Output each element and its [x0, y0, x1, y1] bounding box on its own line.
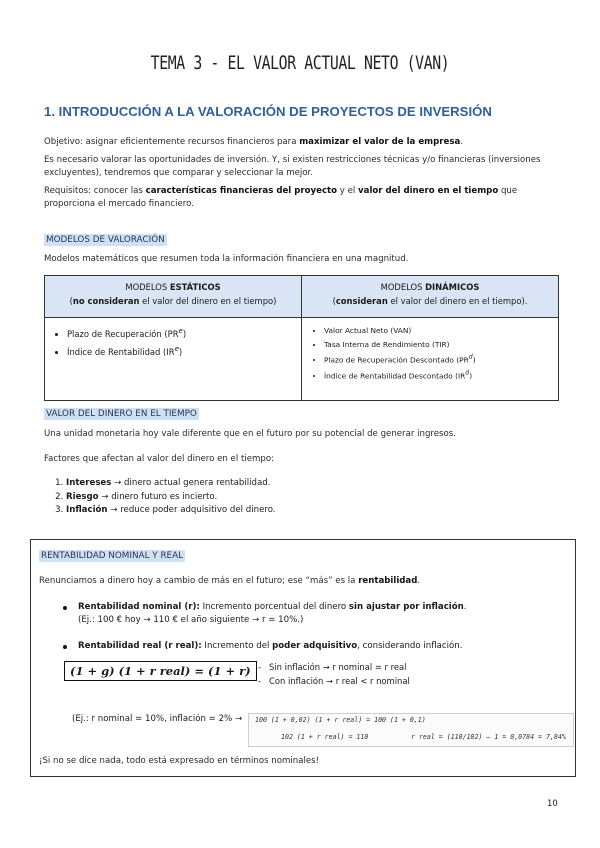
bold-text: ESTÁTICOS — [169, 282, 221, 292]
dynamic-models-list — [310, 324, 550, 383]
models-description: Modelos matemáticos que resumen toda la información financiera en una magnitud. — [44, 254, 409, 264]
bullet-icon — [63, 606, 67, 610]
bold-text: no consideran — [72, 296, 140, 306]
superscript: d — [465, 369, 470, 377]
list-item: • Índice de Rentabilidad Descontado $(IR^d)$ — [324, 367, 550, 383]
text: Objetivo: asignar eficientemente recursos financieros para — [44, 137, 300, 147]
calc-line-1: 100 (1 + 0,02) (1 + r real) = 100 (1 + 0,1) — [255, 716, 426, 724]
bold-text: Rentabilidad nominal (r): — [78, 602, 200, 612]
text: . — [460, 137, 463, 147]
superscript: e — [178, 327, 183, 335]
superscript: e — [174, 344, 179, 353]
requirements-paragraph — [44, 185, 559, 210]
text: MODELOS — [380, 282, 426, 292]
bold-text: poder adquisitivo — [272, 641, 358, 651]
text: el valor del dinero en el tiempo). — [387, 296, 528, 306]
text: (Ej.: 100 € hoy → 110 € el año siguiente → r = 10%.) — [78, 615, 304, 625]
list-item: • Valor Actual Neto (VAN) — [324, 324, 550, 338]
text: Renunciamos a dinero hoy a cambio de más en el futuro; ese “más” es la — [39, 576, 359, 586]
bold-text: maximizar el valor de la empresa — [299, 137, 461, 147]
text: . — [463, 602, 467, 612]
list-item: • Plazo de Recuperación Descontado $(PR^d)$ — [324, 351, 550, 367]
text: Requisitos: conocer las — [44, 186, 146, 196]
models-subheading: MODELOS DE VALORACIÓN — [46, 235, 165, 245]
dynamic-models-header — [302, 276, 559, 318]
case-with-inflation: - Con inflación → r real < r nominal — [258, 676, 410, 686]
nominal-rentability-item — [78, 601, 467, 627]
factors-list — [44, 477, 276, 518]
bold-text: Rentabilidad real (r real): — [78, 641, 202, 651]
section-heading: 1. INTRODUCCIÓN A LA VALORACIÓN DE PROYECTOS DE INVERSIÓN — [44, 104, 492, 119]
text: Plazo de Recuperación (PR — [67, 328, 179, 339]
list-item — [66, 491, 276, 505]
text: Índice de Rentabilidad Descontado (IR — [324, 371, 466, 381]
bullet-icon — [63, 645, 67, 649]
time-value-subheading: VALOR DEL DINERO EN EL TIEMPO — [46, 409, 197, 419]
calc-line-3: r real = (110/102) – 1 = 0,0784 = 7,84% — [411, 733, 566, 741]
real-rate-formula: (1 + g) (1 + r real) = (1 + r) — [64, 661, 257, 681]
bold-text: valor del dinero en el tiempo — [358, 186, 499, 196]
page-title: TEMA 3 - EL VALOR ACTUAL NETO (VAN) — [150, 52, 450, 74]
bold-text: Intereses — [66, 478, 112, 488]
text: . — [417, 576, 421, 586]
text: el valor del dinero en el tiempo) — [139, 296, 277, 306]
case-without-inflation: - Sin inflación → r nominal = r real — [258, 662, 407, 672]
text: que proporciona el mercado financiero. — [44, 186, 518, 209]
list-item: • Plazo de Recuperación $(PR^e)$ — [67, 324, 293, 342]
bold-text: DINÁMICOS — [425, 282, 480, 292]
necessity-paragraph: Es necesario valorar las oportunidades de inversión. Y, si existen restricciones técnicas y/o financieras (inversiones excluyentes), tendremos que comparar y seleccionar la mejor. — [44, 155, 541, 178]
text: Plazo de Recuperación Descontado (PR — [324, 355, 469, 365]
real-rentability-item — [78, 640, 462, 653]
static-models-list — [53, 324, 293, 360]
bold-text: rentabilidad — [358, 576, 418, 586]
text: ( — [332, 296, 336, 306]
text: , considerando inflación. — [357, 641, 463, 651]
text: Índice de Rentabilidad (IR — [67, 346, 175, 357]
bold-text: Inflación — [66, 505, 108, 515]
static-models-list-cell — [45, 318, 302, 401]
example-text: (Ej.: r nominal = 10%, inflación = 2% → — [72, 714, 243, 724]
calculation-image — [248, 713, 574, 747]
text: → dinero actual genera rentabilidad. — [111, 478, 271, 488]
text: y el — [337, 186, 359, 196]
text: ( — [69, 296, 73, 306]
time-value-paragraph: Una unidad monetaria hoy vale diferente que en el futuro por su potencial de generar ingresos. — [44, 429, 456, 439]
bold-text: características financieras del proyecto — [145, 186, 338, 196]
bold-text: Riesgo — [66, 491, 99, 502]
objective-paragraph — [44, 136, 559, 149]
nominal-note: ¡Si no se dice nada, todo está expresado en términos nominales! — [39, 756, 320, 766]
rentability-paragraph — [39, 575, 554, 588]
list-item: • Tasa Interna de Rendimiento (TIR) — [324, 338, 550, 352]
text: Sin inflación → r nominal = r real — [269, 662, 407, 672]
list-item: • Índice de Rentabilidad $(IR^e)$ — [67, 342, 293, 360]
list-item — [66, 504, 276, 518]
superscript: d — [468, 354, 473, 361]
text: Incremento del — [201, 641, 273, 651]
static-models-header — [45, 276, 302, 318]
text: Incremento porcentual del dinero — [199, 602, 349, 612]
factors-intro: Factores que afectan al valor del dinero en el tiempo: — [44, 454, 274, 464]
bold-text: consideran — [335, 296, 388, 306]
page-number: 10 — [547, 799, 558, 809]
text: Con inflación → r real < r nominal — [269, 676, 410, 686]
text: → dinero futuro es incierto. — [98, 491, 218, 502]
rentability-subheading: RENTABILIDAD NOMINAL Y REAL — [41, 551, 184, 561]
list-item — [66, 477, 276, 491]
text: → reduce poder adquisitivo del dinero. — [107, 505, 276, 515]
text: MODELOS — [125, 282, 170, 292]
calc-line-2: 102 (1 + r real) = 110 — [281, 733, 369, 741]
dynamic-models-list-cell — [302, 318, 559, 401]
models-table — [44, 275, 559, 401]
bold-text: sin ajustar por inflación — [348, 602, 464, 612]
